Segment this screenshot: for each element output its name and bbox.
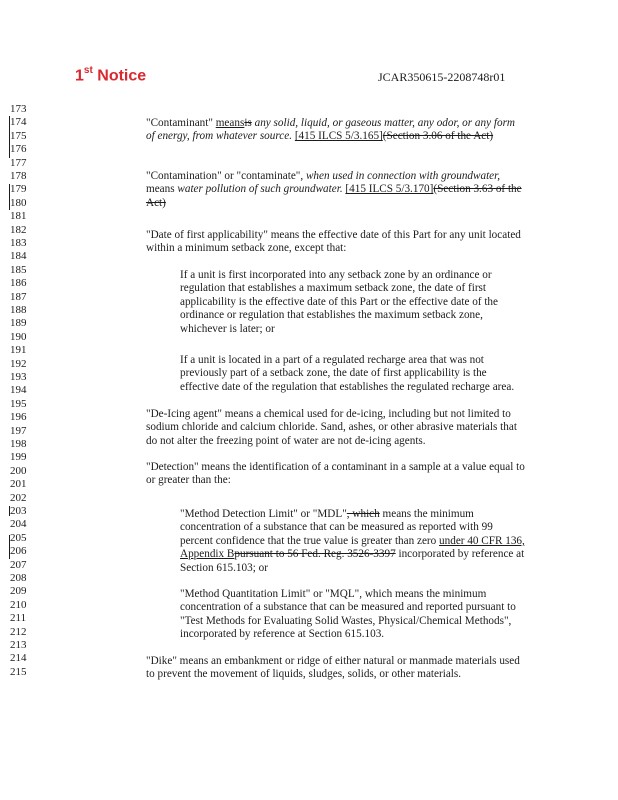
line-number: 184 — [10, 250, 27, 263]
change-bar — [9, 184, 10, 210]
line-number: 194 — [10, 384, 27, 397]
line-number: 189 — [10, 317, 27, 330]
definition-method-quantitation-limit: "Method Quantitation Limit" or "MQL", which means the minimum concentration of a substance that can be measured and reported pursuant to "Test Methods for Evaluating Solid Wastes, Physical/Chemical Methods", incorporated by reference at Section 615.103. — [180, 588, 516, 641]
line-number: 215 — [10, 665, 27, 678]
line-number: 173 — [10, 103, 27, 115]
notice-label — [75, 66, 146, 85]
notice-word: Notice — [97, 67, 147, 85]
line-number: 207 — [10, 558, 27, 571]
definition-contamination: "Contamination" or "contaminate", when used in connection with groundwater, means water pollution of such groundwater. [415 ILCS 5/3.170](Section 3.63 of the Act) — [146, 170, 522, 209]
line-number: 195 — [10, 397, 27, 410]
line-number: 175 — [10, 129, 27, 142]
line-number: 180 — [10, 196, 27, 209]
line-number: 191 — [10, 344, 27, 357]
line-number: 201 — [10, 478, 27, 491]
line-number: 188 — [10, 304, 27, 316]
line-number: 200 — [10, 464, 27, 477]
applicability-item-1: If a unit is first incorporated into any setback zone by an ordinance or regulation that establishes a maximum setback zone, the date of first applicability is the effective date of this Part or the effective date of the ordinance or regulation that establishes the maximum setback zone, whichever is later; or — [180, 269, 498, 335]
line-number: 203 — [10, 505, 27, 517]
line-number: 213 — [10, 639, 27, 651]
line-number: 185 — [10, 263, 27, 276]
applicability-item-2: If a unit is located in a part of a regulated recharge area that was not previously part of a setback zone, the date of first applicability is the effective date of the regulation that establishes the regulated recharge area. — [180, 354, 515, 393]
line-number: 211 — [10, 612, 27, 625]
definition-dike: "Dike" means an embankment or ridge of either natural or manmade materials used to prevent the movement of liquids, sludges, solids, or other materials. — [146, 655, 520, 681]
notice-number: 1 — [75, 67, 84, 85]
line-number: 205 — [10, 531, 27, 544]
change-bar — [9, 116, 10, 158]
line-number: 176 — [10, 143, 27, 156]
definition-detection: "Detection" means the identification of a contaminant in a sample at a value equal to or greater than the: — [146, 461, 525, 487]
line-number: 177 — [10, 156, 27, 169]
definition-date-of-first-applicability: "Date of first applicability" means the effective date of this Part for any unit located within a minimum setback zone, except that: — [146, 229, 521, 255]
line-number: 206 — [10, 545, 27, 558]
line-number: 179 — [10, 183, 27, 196]
line-number: 178 — [10, 170, 27, 182]
line-number: 183 — [10, 237, 27, 249]
document-id: JCAR350615-2208748r01 — [378, 70, 506, 84]
line-number: 192 — [10, 357, 27, 370]
line-number: 212 — [10, 625, 27, 638]
notice-suffix: st — [83, 65, 93, 76]
definition-de-icing-agent: "De-Icing agent" means a chemical used for de-icing, including but not limited to sodium chloride and calcium chloride. Sand, ashes, or other abrasive materials that do not alter the freezing point of water are not de-icing agents. — [146, 408, 517, 447]
line-number: 198 — [10, 438, 27, 450]
line-number: 197 — [10, 424, 27, 437]
line-number: 181 — [10, 210, 27, 223]
line-number: 214 — [10, 652, 27, 665]
line-number: 199 — [10, 451, 27, 464]
line-number: 204 — [10, 518, 27, 531]
line-number: 190 — [10, 330, 27, 343]
definition-method-detection-limit: "Method Detection Limit" or "MDL", which means the minimum concentration of a substance that can be measured as reported with 99 percent confidence that the true value is greater than zero under 40 CFR 136, Appendix Bpursuant to 56 Fed. Reg. 3526-3397 incorporated by reference at Section 615.103; or — [180, 508, 525, 574]
line-number: 209 — [10, 585, 27, 598]
change-bar — [9, 506, 10, 516]
line-number: 193 — [10, 371, 27, 383]
change-bar — [9, 535, 10, 559]
line-number: 174 — [10, 116, 27, 129]
line-number: 196 — [10, 411, 27, 424]
definition-contaminant: "Contaminant" meansis any solid, liquid, or gaseous matter, any odor, or any form of energy, from whatever source. [415 ILCS 5/3.165](Section 3.06 of the Act) — [146, 117, 516, 143]
line-number: 186 — [10, 277, 27, 290]
line-number: 202 — [10, 491, 27, 504]
line-number: 208 — [10, 572, 27, 584]
line-number: 210 — [10, 598, 27, 611]
line-number: 182 — [10, 223, 27, 236]
line-number: 187 — [10, 290, 27, 303]
